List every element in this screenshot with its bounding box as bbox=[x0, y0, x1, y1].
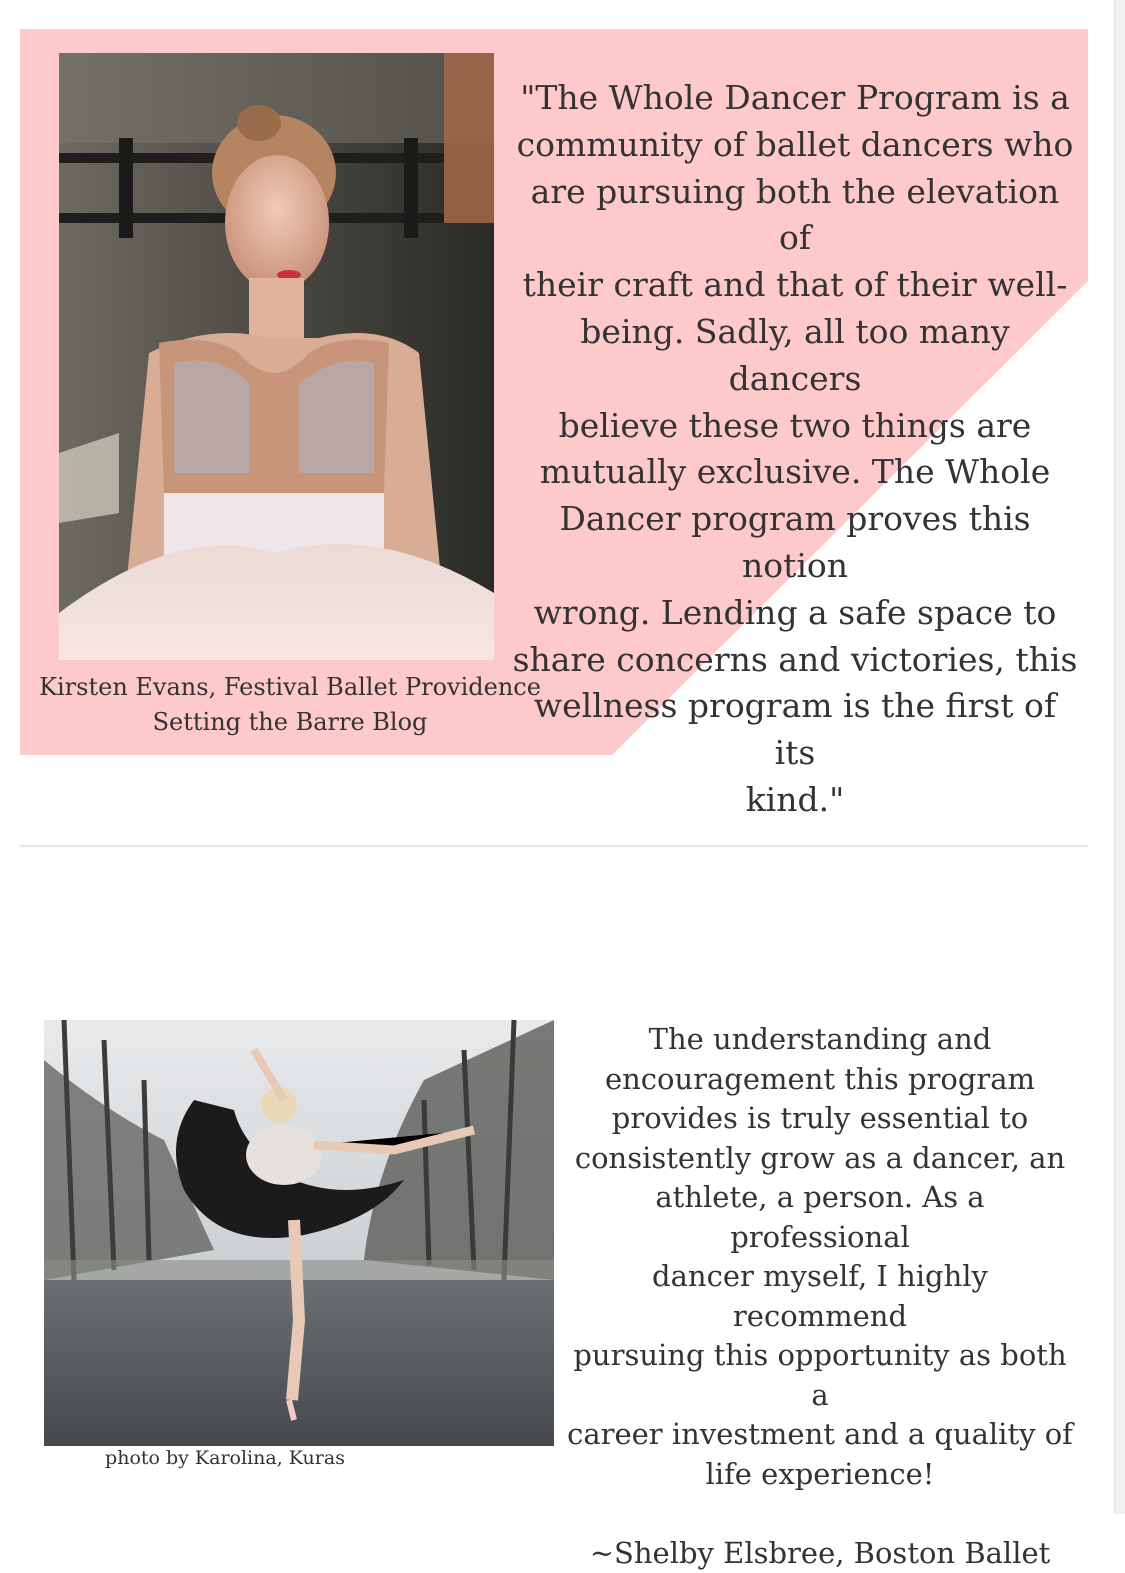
quote-line: wellness program is the first of its bbox=[510, 683, 1080, 777]
photo-credit: photo by Karolina, Kuras bbox=[70, 1445, 380, 1471]
quote-line: career investment and a quality of bbox=[565, 1415, 1075, 1455]
quote-line: being. Sadly, all too many dancers bbox=[510, 309, 1080, 403]
dancer-outdoor-photo bbox=[44, 1020, 554, 1446]
quote-line: consistently grow as a dancer, an bbox=[565, 1139, 1075, 1179]
quote-line: are pursuing both the elevation of bbox=[510, 169, 1080, 263]
quote-line: pursuing this opportunity as both a bbox=[565, 1336, 1075, 1415]
quote-line: "The Whole Dancer Program is a bbox=[510, 75, 1080, 122]
caption-author: Kirsten Evans, Festival Ballet Providence bbox=[20, 670, 560, 705]
quote-line: share concerns and victories, this bbox=[510, 637, 1080, 684]
quote-line: athlete, a person. As a professional bbox=[565, 1178, 1075, 1257]
quote-line: kind." bbox=[510, 777, 1080, 824]
quote-line: dancer myself, I highly recommend bbox=[565, 1257, 1075, 1336]
section-divider bbox=[20, 845, 1088, 847]
quote-line: wrong. Lending a safe space to bbox=[510, 590, 1080, 637]
testimonial-quote bbox=[510, 75, 1080, 824]
quote-line: Dancer program proves this notion bbox=[510, 496, 1080, 590]
quote-attribution: ~Shelby Elsbree, Boston Ballet bbox=[565, 1534, 1075, 1573]
scrollbar-track[interactable] bbox=[1114, 0, 1125, 1514]
quote-line: encouragement this program bbox=[565, 1060, 1075, 1100]
quote-line: their craft and that of their well- bbox=[510, 262, 1080, 309]
quote-line: believe these two things are bbox=[510, 403, 1080, 450]
testimonial-quote bbox=[565, 1020, 1075, 1573]
quote-line: provides is truly essential to bbox=[565, 1099, 1075, 1139]
photo-caption bbox=[20, 670, 560, 740]
quote-line: The understanding and bbox=[565, 1020, 1075, 1060]
quote-line: community of ballet dancers who bbox=[510, 122, 1080, 169]
caption-source: Setting the Barre Blog bbox=[20, 705, 560, 740]
quote-line: life experience! bbox=[565, 1455, 1075, 1495]
quote-line: mutually exclusive. The Whole bbox=[510, 449, 1080, 496]
dancer-portrait-photo bbox=[59, 53, 494, 660]
